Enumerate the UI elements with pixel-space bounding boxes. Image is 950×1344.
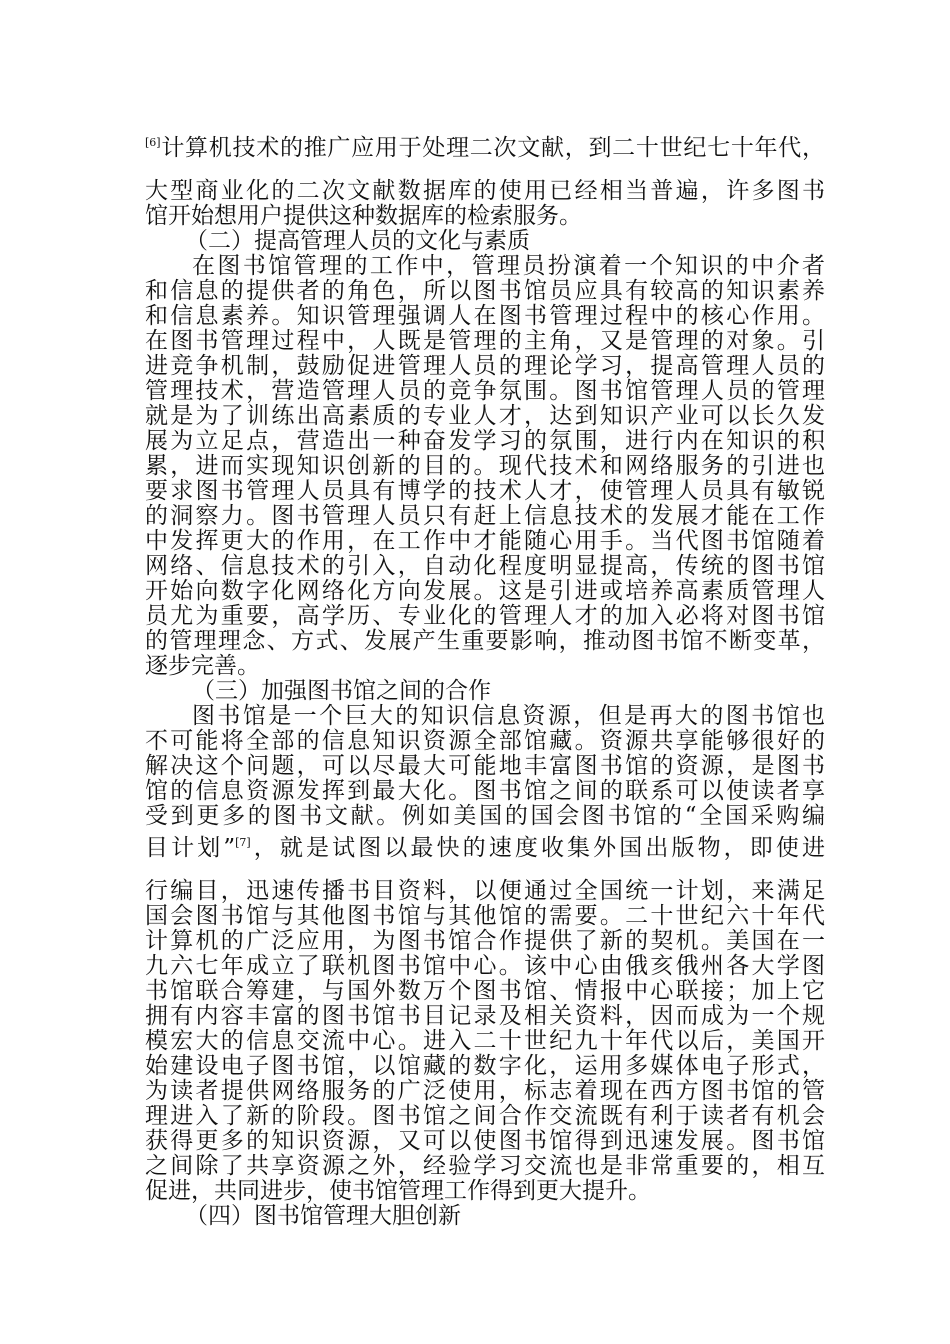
- text-line: 就是为了训练出高素质的专业人才，达到知识产业可以长久发: [145, 403, 825, 429]
- text-line: 始建设电子图书馆，以馆藏的数字化，运用多媒体电子形式，: [145, 1053, 825, 1079]
- text-line: 拥有内容丰富的图书馆书目记录及相关资料，因而成为一个规: [145, 1003, 825, 1029]
- text-line: 在图书管理过程中，人既是管理的主角，又是管理的对象。引: [145, 328, 825, 354]
- section-heading: （四）图书馆管理大胆创新: [185, 1203, 461, 1229]
- text-line: 和信息素养。知识管理强调人在图书管理过程中的核心作用。: [145, 303, 825, 329]
- text-line: 目计划”[7]，就是试图以最快的速度收集外国出版物，即使进: [145, 835, 825, 861]
- text-line: 的洞察力。图书管理人员只有赶上信息技术的发展才能在工作: [145, 503, 825, 529]
- citation-ref: [7]: [235, 836, 251, 849]
- text-line: 图书馆是一个巨大的知识信息资源，但是再大的图书馆也: [192, 703, 825, 729]
- text-line: 进竞争机制，鼓励促进管理人员的理论学习，提高管理人员的: [145, 353, 825, 379]
- text-line: 不可能将全部的信息知识资源全部馆藏。资源共享能够很好的: [145, 728, 825, 754]
- text-line: 行编目，迅速传播书目资料，以便通过全国统一计划，来满足: [145, 878, 825, 904]
- text-line: 计算机的广泛应用，为图书馆合作提供了新的契机。美国在一: [145, 928, 825, 954]
- text-line: 要求图书管理人员具有博学的技术人才，使管理人员具有敏锐: [145, 478, 825, 504]
- text-line: 获得更多的知识资源，又可以使图书馆得到迅速发展。图书馆: [145, 1128, 825, 1154]
- text-line: 开始向数字化网络化方向发展。这是引进或培养高素质管理人: [145, 578, 825, 604]
- text-line: 九六七年成立了联机图书馆中心。该中心由俄亥俄州各大学图: [145, 953, 825, 979]
- text-line: 之间除了共享资源之外，经验学习交流也是非常重要的，相互: [145, 1153, 825, 1179]
- section-heading: （二）提高管理人员的文化与素质: [185, 228, 530, 254]
- text-line: 和信息的提供者的角色，所以图书馆员应具有较高的知识素养: [145, 278, 825, 304]
- text-line: 大型商业化的二次文献数据库的使用已经相当普遍，许多图书: [145, 178, 825, 204]
- text-line: 累，进而实现知识创新的目的。现代技术和网络服务的引进也: [145, 453, 825, 479]
- text-line: 受到更多的图书文献。例如美国的国会图书馆的“全国采购编: [145, 803, 825, 829]
- text-line: 展为立足点，营造出一种奋发学习的氛围，进行内在知识的积: [145, 428, 825, 454]
- text-line: 国会图书馆与其他图书馆与其他馆的需要。二十世纪六十年代: [145, 903, 825, 929]
- text-line: 模宏大的信息交流中心。进入二十世纪九十年代以后，美国开: [145, 1028, 825, 1054]
- text-line: 馆的信息资源发挥到最大化。图书馆之间的联系可以使读者享: [145, 778, 825, 804]
- text-line: 为读者提供网络服务的广泛使用，标志着现在西方图书馆的管: [145, 1078, 825, 1104]
- text-line: 书馆联合筹建，与国外数万个图书馆、情报中心联接；加上它: [145, 978, 825, 1004]
- text-line: 管理技术，营造管理人员的竞争氛围。图书馆管理人员的管理: [145, 378, 825, 404]
- text-line: 理进入了新的阶段。图书馆之间合作交流既有利于读者有机会: [145, 1103, 825, 1129]
- text-line: 网络、信息技术的引入，自动化程度明显提高，传统的图书馆: [145, 553, 825, 579]
- text-line: 促进，共同进步，使书馆管理工作得到更大提升。: [145, 1178, 651, 1204]
- text-line: 员尤为重要，高学历、专业化的管理人才的加入必将对图书馆: [145, 603, 825, 629]
- text-line: [6]计算机技术的推广应用于处理二次文献，到二十世纪七十年代，: [145, 135, 825, 161]
- text-line: 在图书馆管理的工作中，管理员扮演着一个知识的中介者: [192, 253, 825, 279]
- section-heading: （三）加强图书馆之间的合作: [192, 678, 491, 704]
- text-line: 馆开始想用户提供这种数据库的检索服务。: [145, 203, 582, 229]
- text-line: 中发挥更大的作用，在工作中才能随心用手。当代图书馆随着: [145, 528, 825, 554]
- citation-ref: [6]: [145, 136, 161, 149]
- text-line: 解决这个问题，可以尽最大可能地丰富图书馆的资源，是图书: [145, 753, 825, 779]
- text-line: 的管理理念、方式、发展产生重要影响，推动图书馆不断变革，: [145, 628, 825, 654]
- text-line: 逐步完善。: [145, 653, 260, 679]
